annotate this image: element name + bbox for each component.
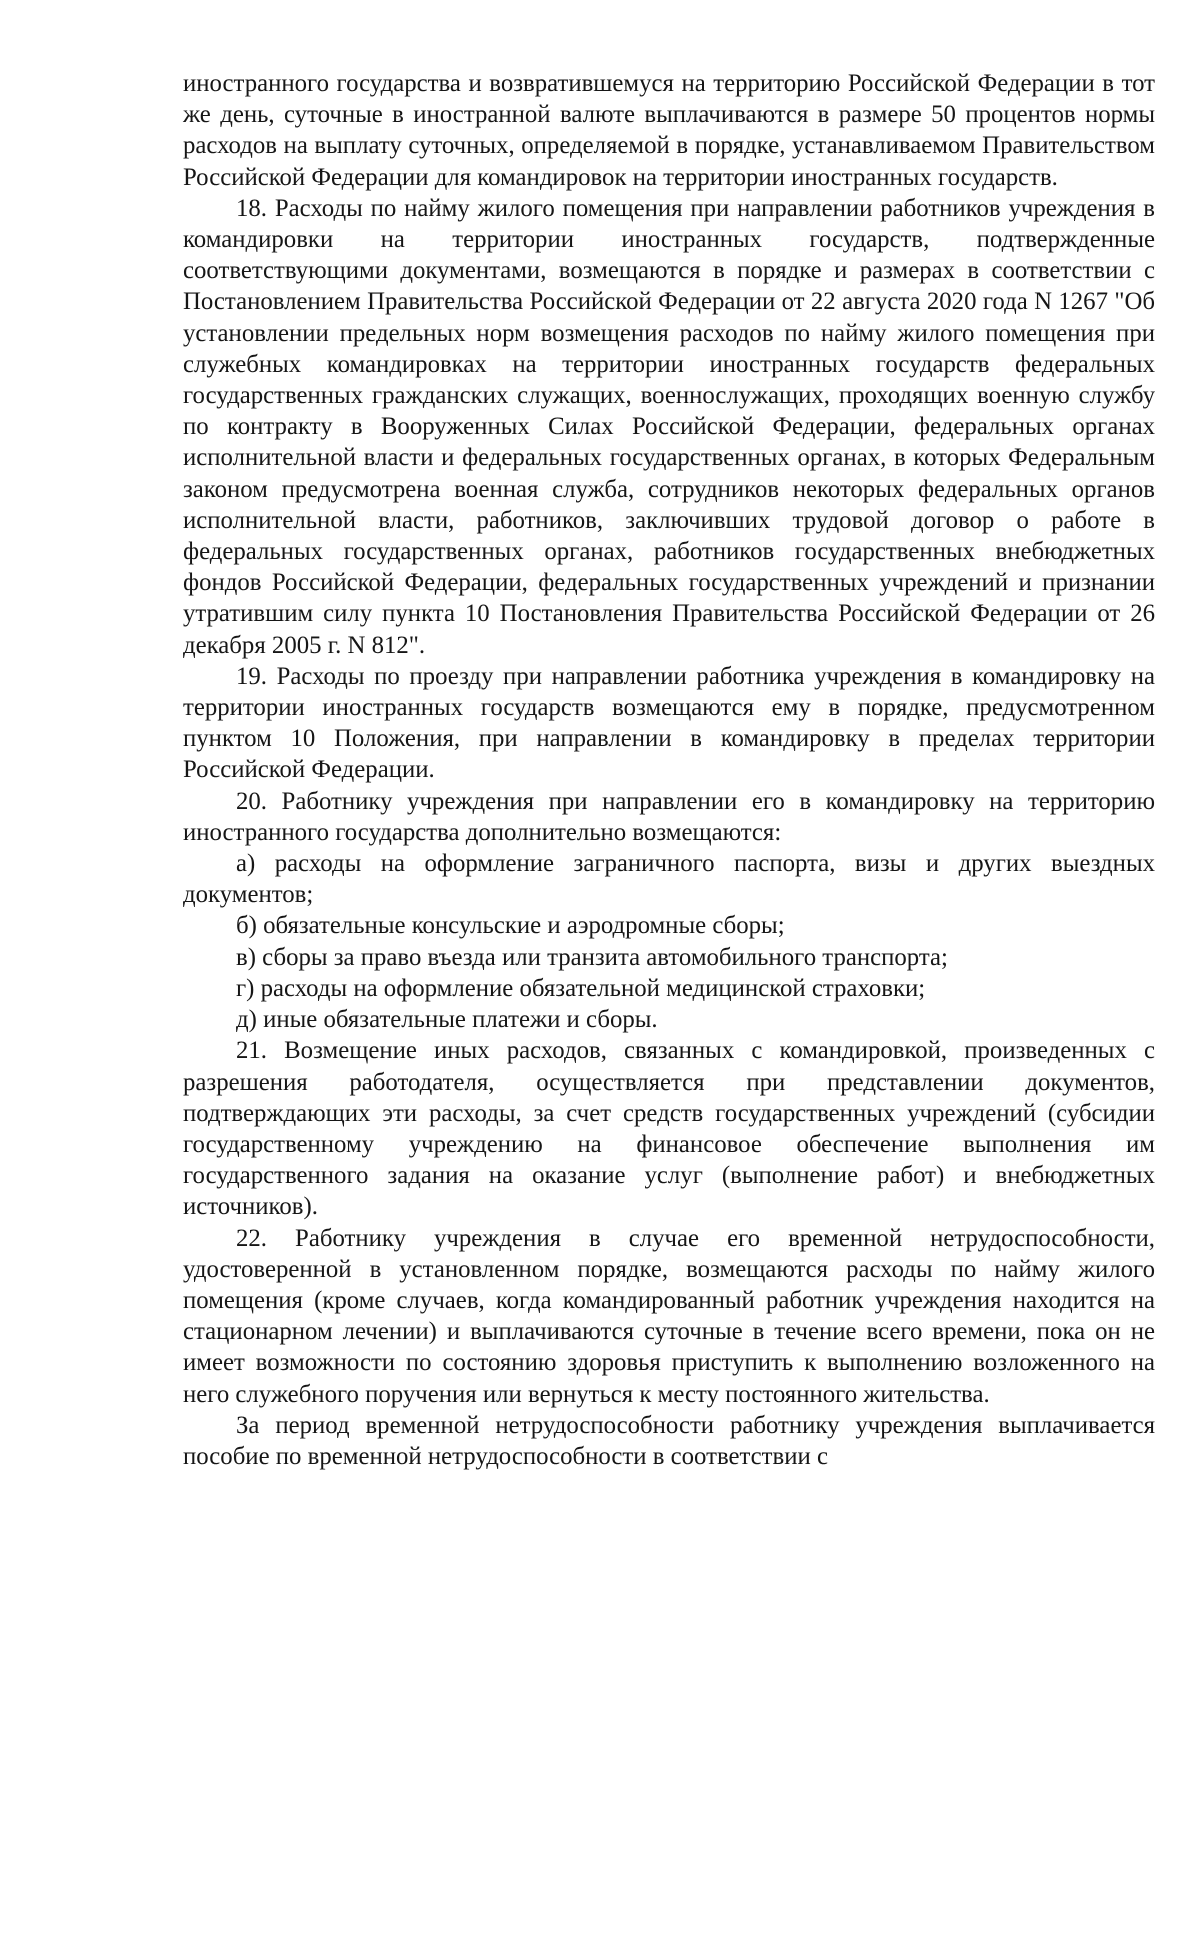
list-item-g: г) расходы на оформление обязательной медицинской страховки; [236, 974, 926, 1002]
paragraph-continuation: иностранного государства и возвратившемуся на территорию Российской Федерации в тот же день, суточные в иностранной валюте выплачиваются в размере 50 процентов нормы расходов на выплату суточных, определяемой в порядке, устанавливаемом Правительством Российской Федерации для командировок на территории иностранных государств. [183, 70, 1155, 191]
paragraph-20: 20. Работнику учреждения при направлении его в командировку на территорию иностранного государства дополнительно возмещаются: [183, 787, 1155, 846]
document-page [183, 68, 1155, 1472]
paragraph-22-continued: За период временной нетрудоспособности работнику учреждения выплачивается пособие по временной нетрудоспособности в соответствии с [183, 1411, 1155, 1470]
list-item-v: в) сборы за право въезда или транзита автомобильного транспорта; [236, 943, 948, 971]
list-item-b: б) обязательные консульские и аэродромные сборы; [236, 912, 785, 940]
list-item-a: а) расходы на оформление заграничного паспорта, визы и других выездных документов; [183, 850, 1155, 909]
paragraph-19: 19. Расходы по проезду при направлении работника учреждения в командировку на территории иностранных государств возмещаются ему в порядке, предусмотренном пунктом 10 Положения, при направлении в командировку в пределах территории Российской Федерации. [183, 662, 1155, 784]
paragraph-21: 21. Возмещение иных расходов, связанных с командировкой, произведенных с разрешения работодателя, осуществляется при представлении документов, подтверждающих эти расходы, за счет средств государственных учреждений (субсидии государственному учреждению на финансовое обеспечение выполнения им государственного задания на оказание услуг (выполнение работ) и внебюджетных источников). [183, 1037, 1155, 1221]
list-item-d: д) иные обязательные платежи и сборы. [236, 1006, 658, 1034]
paragraph-22: 22. Работнику учреждения в случае его временной нетрудоспособности, удостоверенной в установленном порядке, возмещаются расходы по найму жилого помещения (кроме случаев, когда командированный работник учреждения находится на стационарном лечении) и выплачиваются суточные в течение всего времени, пока он не имеет возможности по состоянию здоровья приступить к выполнению возложенного на него служебного поручения или вернуться к месту постоянного жительства. [183, 1224, 1155, 1408]
paragraph-18: 18. Расходы по найму жилого помещения при направлении работников учреждения в командировки на территории иностранных государств, подтвержденные соответствующими документами, возмещаются в порядке и размерах в соответствии с Постановлением Правительства Российской Федерации от 22 августа 2020 года N 1267 "Об установлении предельных норм возмещения расходов по найму жилого помещения при служебных командировках на территории иностранных государств федеральных государственных гражданских служащих, военнослужащих, проходящих военную службу по контракту в Вооруженных Силах Российской Федерации, федеральных органах исполнительной власти и федеральных государственных органах, в которых Федеральным законом предусмотрена военная служба, сотрудников некоторых федеральных органов исполнительной власти, работников, заключивших трудовой договор о работе в федеральных государственных органах, работников государственных внебюджетных фондов Российской Федерации, федеральных государственных учреждений и признании утратившим силу пункта 10 Постановления Правительства Российской Федерации от 26 декабря 2005 г. N 812". [183, 194, 1155, 659]
